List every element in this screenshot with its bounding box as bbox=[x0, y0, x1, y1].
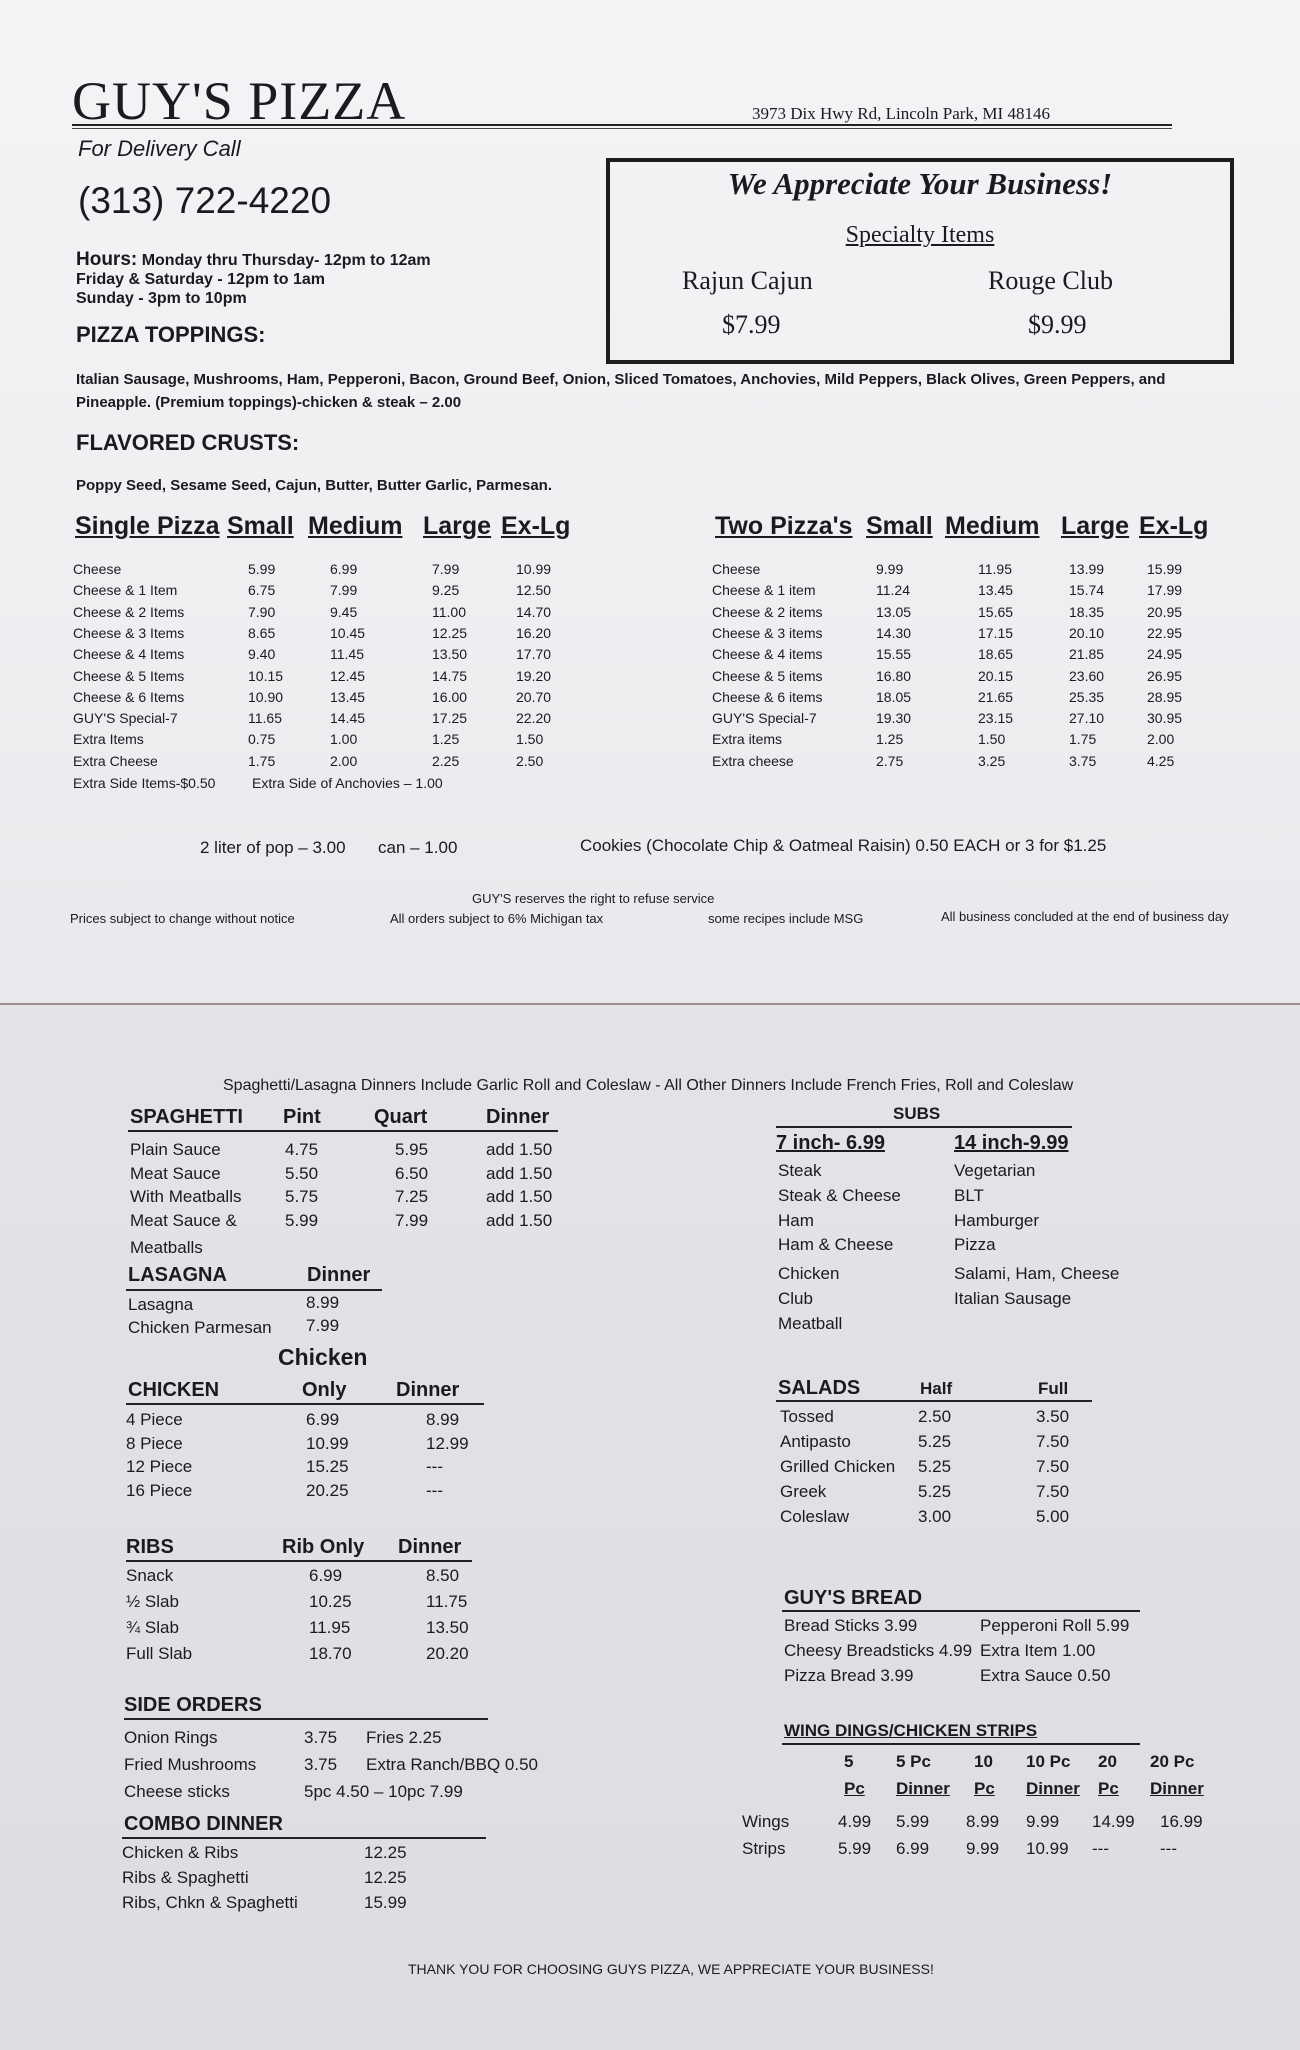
list-price: 20.20 bbox=[426, 1644, 469, 1663]
price-cell: 24.95 bbox=[1147, 646, 1183, 663]
list-price: 7.99 bbox=[395, 1210, 429, 1230]
list-item: Meatball bbox=[778, 1314, 843, 1333]
table-header: Medium bbox=[308, 512, 403, 540]
specialty-item-name: Rajun Cajun bbox=[682, 266, 813, 295]
hours-label: Hours: bbox=[76, 249, 138, 270]
item-name: Cheese & 3 items bbox=[712, 624, 823, 641]
item-name: GUY'S Special-7 bbox=[712, 710, 817, 727]
dinners-note: Spaghetti/Lasagna Dinners Include Garlic Roll and Coleslaw - All Other Dinners Include French Fries, Roll and Coleslaw bbox=[223, 1077, 1074, 1094]
column-header: Dinner bbox=[307, 1264, 371, 1286]
price-cell: 11.00 bbox=[432, 603, 466, 620]
toppings-heading: PIZZA TOPPINGS: bbox=[76, 322, 266, 347]
price-cell: 26.95 bbox=[1147, 667, 1183, 684]
item-name: Cheese & 6 Items bbox=[73, 688, 185, 705]
list-item: 8 Piece bbox=[126, 1433, 183, 1453]
section-underline bbox=[126, 1403, 484, 1405]
price-cell: 1.25 bbox=[432, 731, 460, 748]
list-price: add 1.50 bbox=[486, 1140, 553, 1159]
bread-heading: GUY'S BREAD bbox=[784, 1587, 923, 1609]
table-header: Single Pizza bbox=[75, 512, 220, 540]
chicken-heading: CHICKEN bbox=[128, 1379, 220, 1401]
price-cell: 10.99 bbox=[516, 561, 552, 577]
price-cell: 2.75 bbox=[876, 752, 904, 769]
section-underline bbox=[776, 1126, 1072, 1128]
extra-side-note: Extra Side Items-$0.50 bbox=[73, 775, 216, 791]
price-cell: 19.30 bbox=[876, 710, 912, 727]
column-header: 5 Pc bbox=[896, 1752, 931, 1771]
price-cell: 18.35 bbox=[1069, 603, 1105, 620]
list-item: Ham & Cheese bbox=[778, 1235, 894, 1254]
price-cell: 11.95 bbox=[978, 561, 1012, 577]
list-price: 5.25 bbox=[918, 1457, 952, 1476]
column-header: Dinner bbox=[1026, 1779, 1080, 1798]
price-cell: 13.99 bbox=[1069, 561, 1105, 577]
price-cell: 1.75 bbox=[1069, 731, 1097, 748]
list-item: Pizza bbox=[954, 1235, 996, 1254]
price-cell: 12.25 bbox=[432, 624, 468, 641]
list-item: Extra Item 1.00 bbox=[980, 1641, 1096, 1660]
column-header: Dinner bbox=[396, 1379, 460, 1401]
item-name: Cheese bbox=[712, 561, 761, 577]
price-cell: 4.25 bbox=[1147, 752, 1175, 769]
cookies-price: Cookies (Chocolate Chip & Oatmeal Raisin) 0.50 EACH or 3 for $1.25 bbox=[580, 836, 1107, 855]
list-price: --- bbox=[426, 1480, 443, 1500]
price-cell: 3.75 bbox=[1069, 752, 1097, 769]
price-cell: 13.05 bbox=[876, 603, 912, 620]
column-header: Pc bbox=[844, 1779, 865, 1798]
list-item: Ribs, Chkn & Spaghetti bbox=[122, 1893, 298, 1912]
list-price: 15.99 bbox=[364, 1893, 407, 1912]
list-price: 4.75 bbox=[285, 1140, 319, 1159]
price-cell: 14.70 bbox=[516, 603, 552, 620]
thank-you-note: THANK YOU FOR CHOOSING GUYS PIZZA, WE APPRECIATE YOUR BUSINESS! bbox=[408, 1961, 934, 1977]
table-header: Small bbox=[227, 512, 294, 540]
item-name: Cheese & 6 items bbox=[712, 688, 823, 705]
item-name: Cheese bbox=[73, 561, 122, 577]
table-header: Two Pizza's bbox=[715, 512, 853, 540]
phone-number: (313) 722-4220 bbox=[78, 180, 332, 221]
price-cell: 9.25 bbox=[432, 582, 460, 599]
price-cell: 22.95 bbox=[1147, 624, 1183, 641]
price-cell: 28.95 bbox=[1147, 688, 1183, 705]
price-cell: 0.75 bbox=[248, 731, 276, 748]
table-header: Small bbox=[866, 512, 933, 540]
section-underline bbox=[782, 1610, 1140, 1612]
table-header: Large bbox=[1061, 512, 1130, 540]
item-name: Cheese & 2 items bbox=[712, 603, 823, 620]
list-price: 11.95 bbox=[309, 1618, 351, 1637]
list-price: 7.50 bbox=[1036, 1457, 1070, 1476]
column-header: Rib Only bbox=[282, 1536, 365, 1558]
price-cell: 17.25 bbox=[432, 710, 468, 727]
price-cell: 17.99 bbox=[1147, 582, 1183, 599]
list-item: Hamburger bbox=[954, 1211, 1040, 1230]
list-item: 4 Piece bbox=[126, 1410, 183, 1429]
hours-line: Sunday - 3pm to 10pm bbox=[76, 290, 247, 307]
price-cell: 16.80 bbox=[876, 667, 912, 684]
column-header: Pc bbox=[974, 1779, 995, 1798]
section-underline bbox=[122, 1837, 486, 1839]
price-cell: 1.25 bbox=[876, 731, 904, 748]
specialty-item-name: Rouge Club bbox=[988, 266, 1113, 295]
price-cell: 2.25 bbox=[432, 752, 460, 769]
business-note: All business concluded at the end of business day bbox=[941, 909, 1229, 924]
list-price: 10.99 bbox=[306, 1433, 349, 1453]
column-header: Pc bbox=[1098, 1779, 1119, 1798]
price-cell: 20.15 bbox=[978, 667, 1014, 684]
list-price: 8.50 bbox=[426, 1566, 460, 1585]
list-price: 5.75 bbox=[285, 1187, 319, 1206]
price-cell: 1.75 bbox=[248, 752, 276, 769]
price-cell: 20.10 bbox=[1069, 624, 1105, 641]
price-cell: 23.60 bbox=[1069, 667, 1105, 684]
list-price: 20.25 bbox=[306, 1480, 349, 1500]
list-item: Full Slab bbox=[126, 1644, 193, 1663]
list-price: 5.25 bbox=[918, 1482, 952, 1501]
wings-heading: WING DINGS/CHICKEN STRIPS bbox=[784, 1721, 1038, 1740]
section-underline bbox=[126, 1289, 382, 1291]
price-cell: 13.50 bbox=[432, 646, 468, 663]
list-price: 12.25 bbox=[364, 1843, 407, 1862]
section-underline bbox=[126, 1560, 472, 1562]
list-price: 5pc 4.50 – 10pc 7.99 bbox=[304, 1782, 463, 1801]
list-price: Extra Ranch/BBQ 0.50 bbox=[366, 1755, 538, 1774]
list-price: 5.95 bbox=[395, 1140, 429, 1159]
column-header: 20 Pc bbox=[1150, 1752, 1195, 1771]
price-cell: 21.65 bbox=[978, 688, 1014, 705]
price-cell: 20.70 bbox=[516, 688, 552, 705]
specialty-item-price: $7.99 bbox=[722, 310, 781, 339]
section-underline bbox=[782, 1743, 1140, 1745]
section-underline bbox=[776, 1400, 1092, 1402]
spaghetti-heading: SPAGHETTI bbox=[130, 1106, 243, 1128]
price-cell: 5.99 bbox=[248, 561, 276, 577]
list-item: 16 Piece bbox=[126, 1480, 193, 1500]
can-price: can – 1.00 bbox=[378, 838, 458, 857]
column-header: 5 bbox=[844, 1752, 854, 1771]
list-price: --- bbox=[1160, 1839, 1177, 1858]
price-cell: 6.75 bbox=[248, 582, 276, 599]
list-item: Wings bbox=[742, 1812, 790, 1831]
list-price: 5.50 bbox=[285, 1163, 319, 1183]
price-cell: 11.65 bbox=[248, 710, 282, 727]
lasagna-heading: LASAGNA bbox=[128, 1264, 227, 1286]
price-cell: 15.99 bbox=[1147, 561, 1183, 577]
price-cell: 20.95 bbox=[1147, 603, 1183, 620]
list-price: --- bbox=[1092, 1839, 1109, 1858]
column-header: Dinner bbox=[1150, 1779, 1204, 1798]
delivery-label: For Delivery Call bbox=[78, 136, 241, 161]
combo-heading: COMBO DINNER bbox=[124, 1813, 283, 1835]
specialty-item-price: $9.99 bbox=[1028, 310, 1087, 339]
column-header: Dinner bbox=[398, 1536, 462, 1558]
list-item: Snack bbox=[126, 1566, 174, 1585]
list-price: add 1.50 bbox=[486, 1210, 553, 1230]
list-item: ¾ Slab bbox=[126, 1618, 179, 1637]
list-item: BLT bbox=[954, 1186, 984, 1205]
list-item: Greek bbox=[780, 1482, 827, 1501]
price-cell: 1.50 bbox=[978, 731, 1006, 748]
subs-large-header: 14 inch-9.99 bbox=[954, 1132, 1069, 1154]
header-divider bbox=[72, 124, 1172, 126]
list-item: Pizza Bread 3.99 bbox=[784, 1666, 914, 1685]
list-item: Lasagna bbox=[128, 1295, 194, 1314]
list-price: 3.50 bbox=[1036, 1407, 1070, 1426]
price-cell: 14.30 bbox=[876, 624, 912, 641]
price-cell: 9.40 bbox=[248, 646, 276, 663]
price-cell: 15.74 bbox=[1069, 582, 1105, 599]
price-cell: 12.45 bbox=[330, 667, 366, 684]
list-price: 10.25 bbox=[309, 1592, 352, 1611]
list-price: 5.99 bbox=[838, 1839, 872, 1858]
list-item: Bread Sticks 3.99 bbox=[784, 1616, 918, 1635]
item-name: GUY'S Special-7 bbox=[73, 710, 178, 727]
list-price: 7.50 bbox=[1036, 1432, 1070, 1451]
price-cell: 22.20 bbox=[516, 710, 552, 727]
section-underline bbox=[124, 1718, 488, 1720]
list-item: Grilled Chicken bbox=[780, 1457, 896, 1476]
price-cell: 7.99 bbox=[432, 561, 460, 577]
tax-note: All orders subject to 6% Michigan tax bbox=[390, 911, 604, 926]
item-name: Cheese & 4 items bbox=[712, 646, 823, 663]
header-divider-thin bbox=[72, 128, 1172, 129]
section-underline bbox=[128, 1130, 558, 1132]
side-orders-heading: SIDE ORDERS bbox=[124, 1694, 262, 1716]
chicken-super-heading: Chicken bbox=[278, 1344, 368, 1370]
price-cell: 7.90 bbox=[248, 603, 276, 620]
price-cell: 21.85 bbox=[1069, 646, 1105, 663]
price-cell: 11.45 bbox=[330, 646, 364, 663]
price-cell: 7.99 bbox=[330, 582, 358, 599]
menu-page-bottom bbox=[0, 1003, 1300, 2050]
price-cell: 1.50 bbox=[516, 731, 544, 748]
list-price: 2.50 bbox=[918, 1407, 952, 1426]
list-item: Meat Sauce bbox=[130, 1163, 221, 1183]
list-item: Salami, Ham, Cheese bbox=[954, 1264, 1120, 1283]
price-cell: 19.20 bbox=[516, 667, 552, 684]
price-cell: 2.50 bbox=[516, 752, 544, 769]
price-cell: 17.15 bbox=[978, 624, 1014, 641]
list-item: Tossed bbox=[780, 1407, 834, 1426]
price-cell: 9.99 bbox=[876, 561, 904, 577]
list-item: Chicken Parmesan bbox=[128, 1318, 272, 1337]
list-item: Ham bbox=[778, 1211, 814, 1230]
list-price: 5.99 bbox=[896, 1812, 930, 1831]
price-cell: 15.65 bbox=[978, 603, 1014, 620]
column-header: 10 bbox=[974, 1752, 993, 1771]
price-cell: 12.50 bbox=[516, 582, 552, 599]
table-header: Ex-Lg bbox=[1139, 512, 1209, 540]
list-price: 12.25 bbox=[364, 1868, 407, 1887]
list-item: Steak & Cheese bbox=[778, 1186, 901, 1205]
list-price: 6.99 bbox=[309, 1566, 343, 1585]
item-name: Cheese & 1 item bbox=[712, 582, 816, 599]
extra-anchovies-note: Extra Side of Anchovies – 1.00 bbox=[252, 775, 443, 791]
price-cell: 16.00 bbox=[432, 688, 468, 705]
price-cell: 11.24 bbox=[876, 582, 910, 599]
list-item: Antipasto bbox=[780, 1432, 851, 1451]
table-header: Ex-Lg bbox=[501, 512, 571, 540]
logo: GUY'S PIZZA bbox=[72, 71, 407, 131]
list-price: 9.99 bbox=[966, 1839, 1000, 1858]
price-cell: 1.00 bbox=[330, 731, 358, 748]
list-item: Onion Rings bbox=[124, 1728, 218, 1747]
column-header: Only bbox=[302, 1379, 347, 1401]
list-item: Chicken & Ribs bbox=[122, 1843, 239, 1862]
toppings-list: Italian Sausage, Mushrooms, Ham, Pepperoni, Bacon, Ground Beef, Onion, Sliced Tomatoes, Anchovies, Mild Peppers, Black Olives, Green Peppers, and Pineapple. (Premium toppings)-chicken & steak – 2.00 bbox=[76, 371, 1166, 411]
price-cell: 30.95 bbox=[1147, 710, 1183, 727]
item-name: Cheese & 2 Items bbox=[73, 603, 185, 620]
price-cell: 18.65 bbox=[978, 646, 1014, 663]
price-cell: 17.70 bbox=[516, 646, 552, 663]
list-price: 16.99 bbox=[1160, 1812, 1203, 1831]
ribs-heading: RIBS bbox=[126, 1536, 174, 1558]
list-price: 5.99 bbox=[285, 1210, 319, 1230]
table-header: Large bbox=[423, 512, 492, 540]
column-header: Full bbox=[1038, 1379, 1069, 1398]
list-price: 7.99 bbox=[306, 1316, 340, 1335]
price-cell: 25.35 bbox=[1069, 688, 1105, 705]
price-cell: 2.00 bbox=[1147, 731, 1175, 748]
list-price: 10.99 bbox=[1026, 1839, 1069, 1858]
column-header: 20 bbox=[1098, 1752, 1117, 1771]
list-price: 8.99 bbox=[966, 1812, 1000, 1831]
list-price: 3.75 bbox=[304, 1728, 338, 1747]
prices-note: Prices subject to change without notice bbox=[70, 911, 295, 926]
list-price: 15.25 bbox=[306, 1457, 349, 1476]
item-name: Extra cheese bbox=[712, 752, 794, 769]
item-name: Extra Cheese bbox=[73, 752, 158, 769]
price-cell: 16.20 bbox=[516, 624, 552, 641]
price-cell: 9.45 bbox=[330, 603, 358, 620]
list-price: 5.00 bbox=[1036, 1507, 1070, 1526]
column-header: Dinner bbox=[486, 1106, 550, 1128]
menu-page-top bbox=[0, 0, 1300, 1003]
list-price: 6.99 bbox=[306, 1410, 340, 1429]
list-item: Club bbox=[778, 1289, 813, 1308]
price-cell: 10.90 bbox=[248, 688, 284, 705]
address: 3973 Dix Hwy Rd, Lincoln Park, MI 48146 bbox=[752, 104, 1050, 123]
list-price: add 1.50 bbox=[486, 1163, 553, 1183]
list-price: 9.99 bbox=[1026, 1812, 1060, 1831]
price-cell: 14.45 bbox=[330, 710, 366, 727]
subs-small-header: 7 inch- 6.99 bbox=[776, 1132, 885, 1154]
item-name: Cheese & 5 Items bbox=[73, 667, 185, 684]
list-price: 3.00 bbox=[918, 1507, 952, 1526]
list-price: 7.50 bbox=[1036, 1482, 1070, 1501]
list-item: Steak bbox=[778, 1161, 822, 1180]
msg-note: some recipes include MSG bbox=[708, 911, 864, 926]
salads-heading: SALADS bbox=[778, 1377, 861, 1399]
list-price: 18.70 bbox=[309, 1644, 352, 1663]
list-item: Fried Mushrooms bbox=[124, 1755, 257, 1774]
pop-price: 2 liter of pop – 3.00 bbox=[200, 838, 346, 857]
hours-line: Friday & Saturday - 12pm to 1am bbox=[76, 271, 325, 288]
list-price: 8.99 bbox=[426, 1410, 460, 1429]
specialty-heading: Specialty Items bbox=[845, 222, 995, 248]
price-cell: 10.15 bbox=[248, 667, 284, 684]
list-price: 3.75 bbox=[304, 1755, 338, 1774]
item-name: Cheese & 5 items bbox=[712, 667, 823, 684]
refuse-note: GUY'S reserves the right to refuse service bbox=[472, 891, 715, 906]
list-price: 11.75 bbox=[426, 1592, 468, 1611]
price-cell: 10.45 bbox=[330, 624, 366, 641]
price-cell: 2.00 bbox=[330, 752, 358, 769]
list-price: 4.99 bbox=[838, 1812, 872, 1831]
list-item: 12 Piece bbox=[126, 1457, 193, 1476]
list-item: Pepperoni Roll 5.99 bbox=[980, 1616, 1130, 1635]
column-header: Half bbox=[920, 1379, 953, 1398]
price-cell: 18.05 bbox=[876, 688, 912, 705]
list-item: Meat Sauce & bbox=[130, 1210, 237, 1230]
list-price: 5.25 bbox=[918, 1432, 952, 1451]
list-item: Ribs & Spaghetti bbox=[122, 1868, 249, 1887]
price-cell: 15.55 bbox=[876, 646, 912, 663]
list-price: 8.99 bbox=[306, 1293, 340, 1312]
crusts-list: Poppy Seed, Sesame Seed, Cajun, Butter, Butter Garlic, Parmesan. bbox=[76, 477, 553, 494]
item-name: Cheese & 1 Item bbox=[73, 582, 178, 599]
table-header: Medium bbox=[945, 512, 1040, 540]
column-header: Pint bbox=[283, 1106, 321, 1128]
list-price: 6.50 bbox=[395, 1163, 429, 1183]
list-item: Cheese sticks bbox=[124, 1782, 230, 1801]
item-name: Extra Items bbox=[73, 731, 144, 748]
item-name: Cheese & 3 Items bbox=[73, 624, 185, 641]
list-item: ½ Slab bbox=[126, 1592, 179, 1611]
list-item: Cheesy Breadsticks 4.99 bbox=[784, 1641, 973, 1660]
list-item: Extra Sauce 0.50 bbox=[980, 1666, 1111, 1685]
appreciation-title: We Appreciate Your Business! bbox=[727, 166, 1113, 201]
price-cell: 6.99 bbox=[330, 561, 358, 577]
list-price: 12.99 bbox=[426, 1433, 469, 1453]
price-cell: 3.25 bbox=[978, 752, 1006, 769]
list-item: Chicken bbox=[778, 1264, 840, 1283]
item-name: Cheese & 4 Items bbox=[73, 646, 185, 663]
price-cell: 14.75 bbox=[432, 667, 468, 684]
list-item: Meatballs bbox=[130, 1238, 203, 1257]
list-item: Strips bbox=[742, 1839, 786, 1858]
list-price: 14.99 bbox=[1092, 1812, 1135, 1831]
price-cell: 13.45 bbox=[330, 688, 366, 705]
list-item: Plain Sauce bbox=[130, 1140, 221, 1159]
list-item: Coleslaw bbox=[780, 1507, 849, 1526]
list-item: Italian Sausage bbox=[954, 1289, 1072, 1308]
subs-heading: SUBS bbox=[893, 1104, 941, 1123]
item-name: Extra items bbox=[712, 731, 783, 748]
hours-line: Monday thru Thursday- 12pm to 12am bbox=[141, 252, 431, 269]
price-cell: 27.10 bbox=[1069, 710, 1105, 727]
list-price: --- bbox=[426, 1457, 443, 1476]
list-price: Fries 2.25 bbox=[366, 1728, 442, 1747]
price-cell: 8.65 bbox=[248, 624, 276, 641]
column-header: Quart bbox=[374, 1106, 428, 1128]
column-header: 10 Pc bbox=[1026, 1752, 1071, 1771]
list-item: With Meatballs bbox=[130, 1187, 242, 1206]
price-cell: 13.45 bbox=[978, 582, 1014, 599]
list-item: Vegetarian bbox=[954, 1161, 1036, 1180]
hours bbox=[76, 250, 431, 308]
list-price: add 1.50 bbox=[486, 1187, 553, 1206]
list-price: 13.50 bbox=[426, 1618, 469, 1637]
list-price: 7.25 bbox=[395, 1187, 429, 1206]
crusts-heading: FLAVORED CRUSTS: bbox=[76, 430, 300, 455]
column-header: Dinner bbox=[896, 1779, 950, 1798]
list-price: 6.99 bbox=[896, 1839, 930, 1858]
price-cell: 23.15 bbox=[978, 710, 1014, 727]
